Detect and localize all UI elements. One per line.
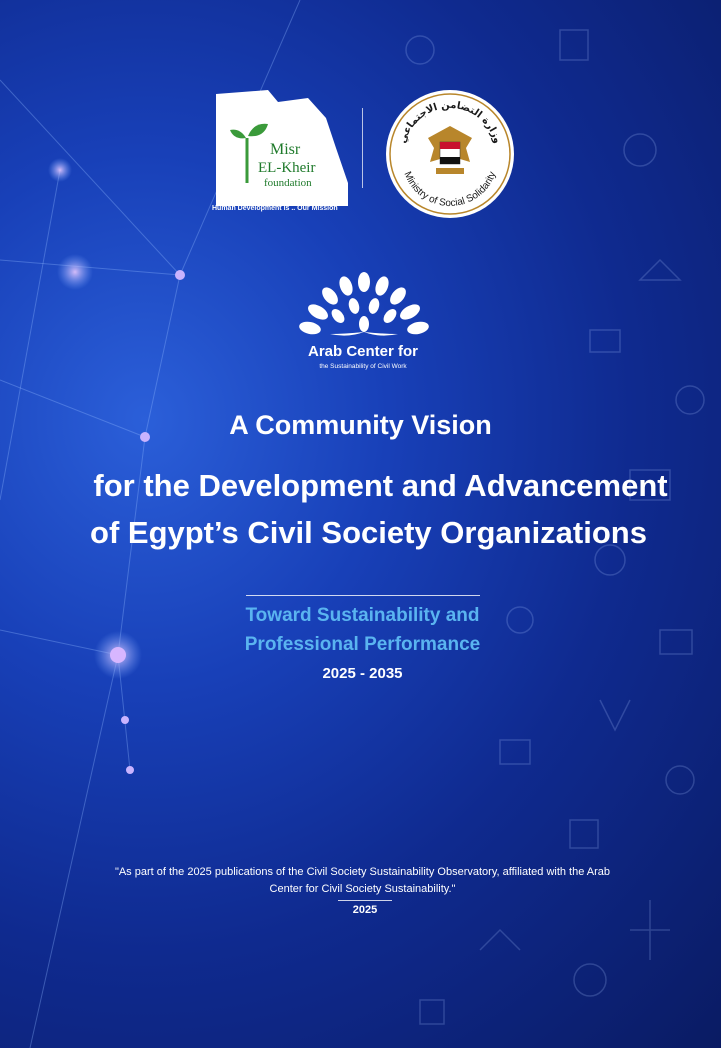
title-line-3: of Egypt’s Civil Society Organizations [90,515,647,550]
misr-line3: foundation [264,177,312,189]
arab-center-name: Arab Center for [307,343,419,360]
publication-year: 2025 [352,904,378,916]
subtitle-line-2: Professional Performance [244,634,481,655]
misr-line2: EL-Kheir [258,160,316,176]
ministry-english-text: Ministry of Social Solidarity [401,170,499,210]
year-range: 2025 - 2035 [322,665,403,682]
misr-el-kheir-logo [208,88,358,208]
subtitle-line-1: Toward Sustainability and [245,605,480,626]
misr-tagline: Human Development is .. Our Mission [212,205,338,212]
publication-note: "As part of the 2025 publications of the Civil Society Sustainability Observatory, affiliated with the Arab Center for Civil Society Sustainability." [114,866,611,895]
title-line-1: A Community Vision [229,410,492,440]
ministry-arabic-text: وزارة التضامن الاجتماعي [397,99,503,145]
ministry-seal [384,88,516,220]
footer-divider [338,900,392,901]
arab-center-subtitle: the Sustainability of Civil Work [319,363,407,370]
title-divider [246,595,480,596]
title-line-2: for the Development and Advancement [93,468,668,503]
partner-logos [208,88,528,228]
misr-line1: Misr [270,141,301,158]
logo-divider [362,108,363,188]
